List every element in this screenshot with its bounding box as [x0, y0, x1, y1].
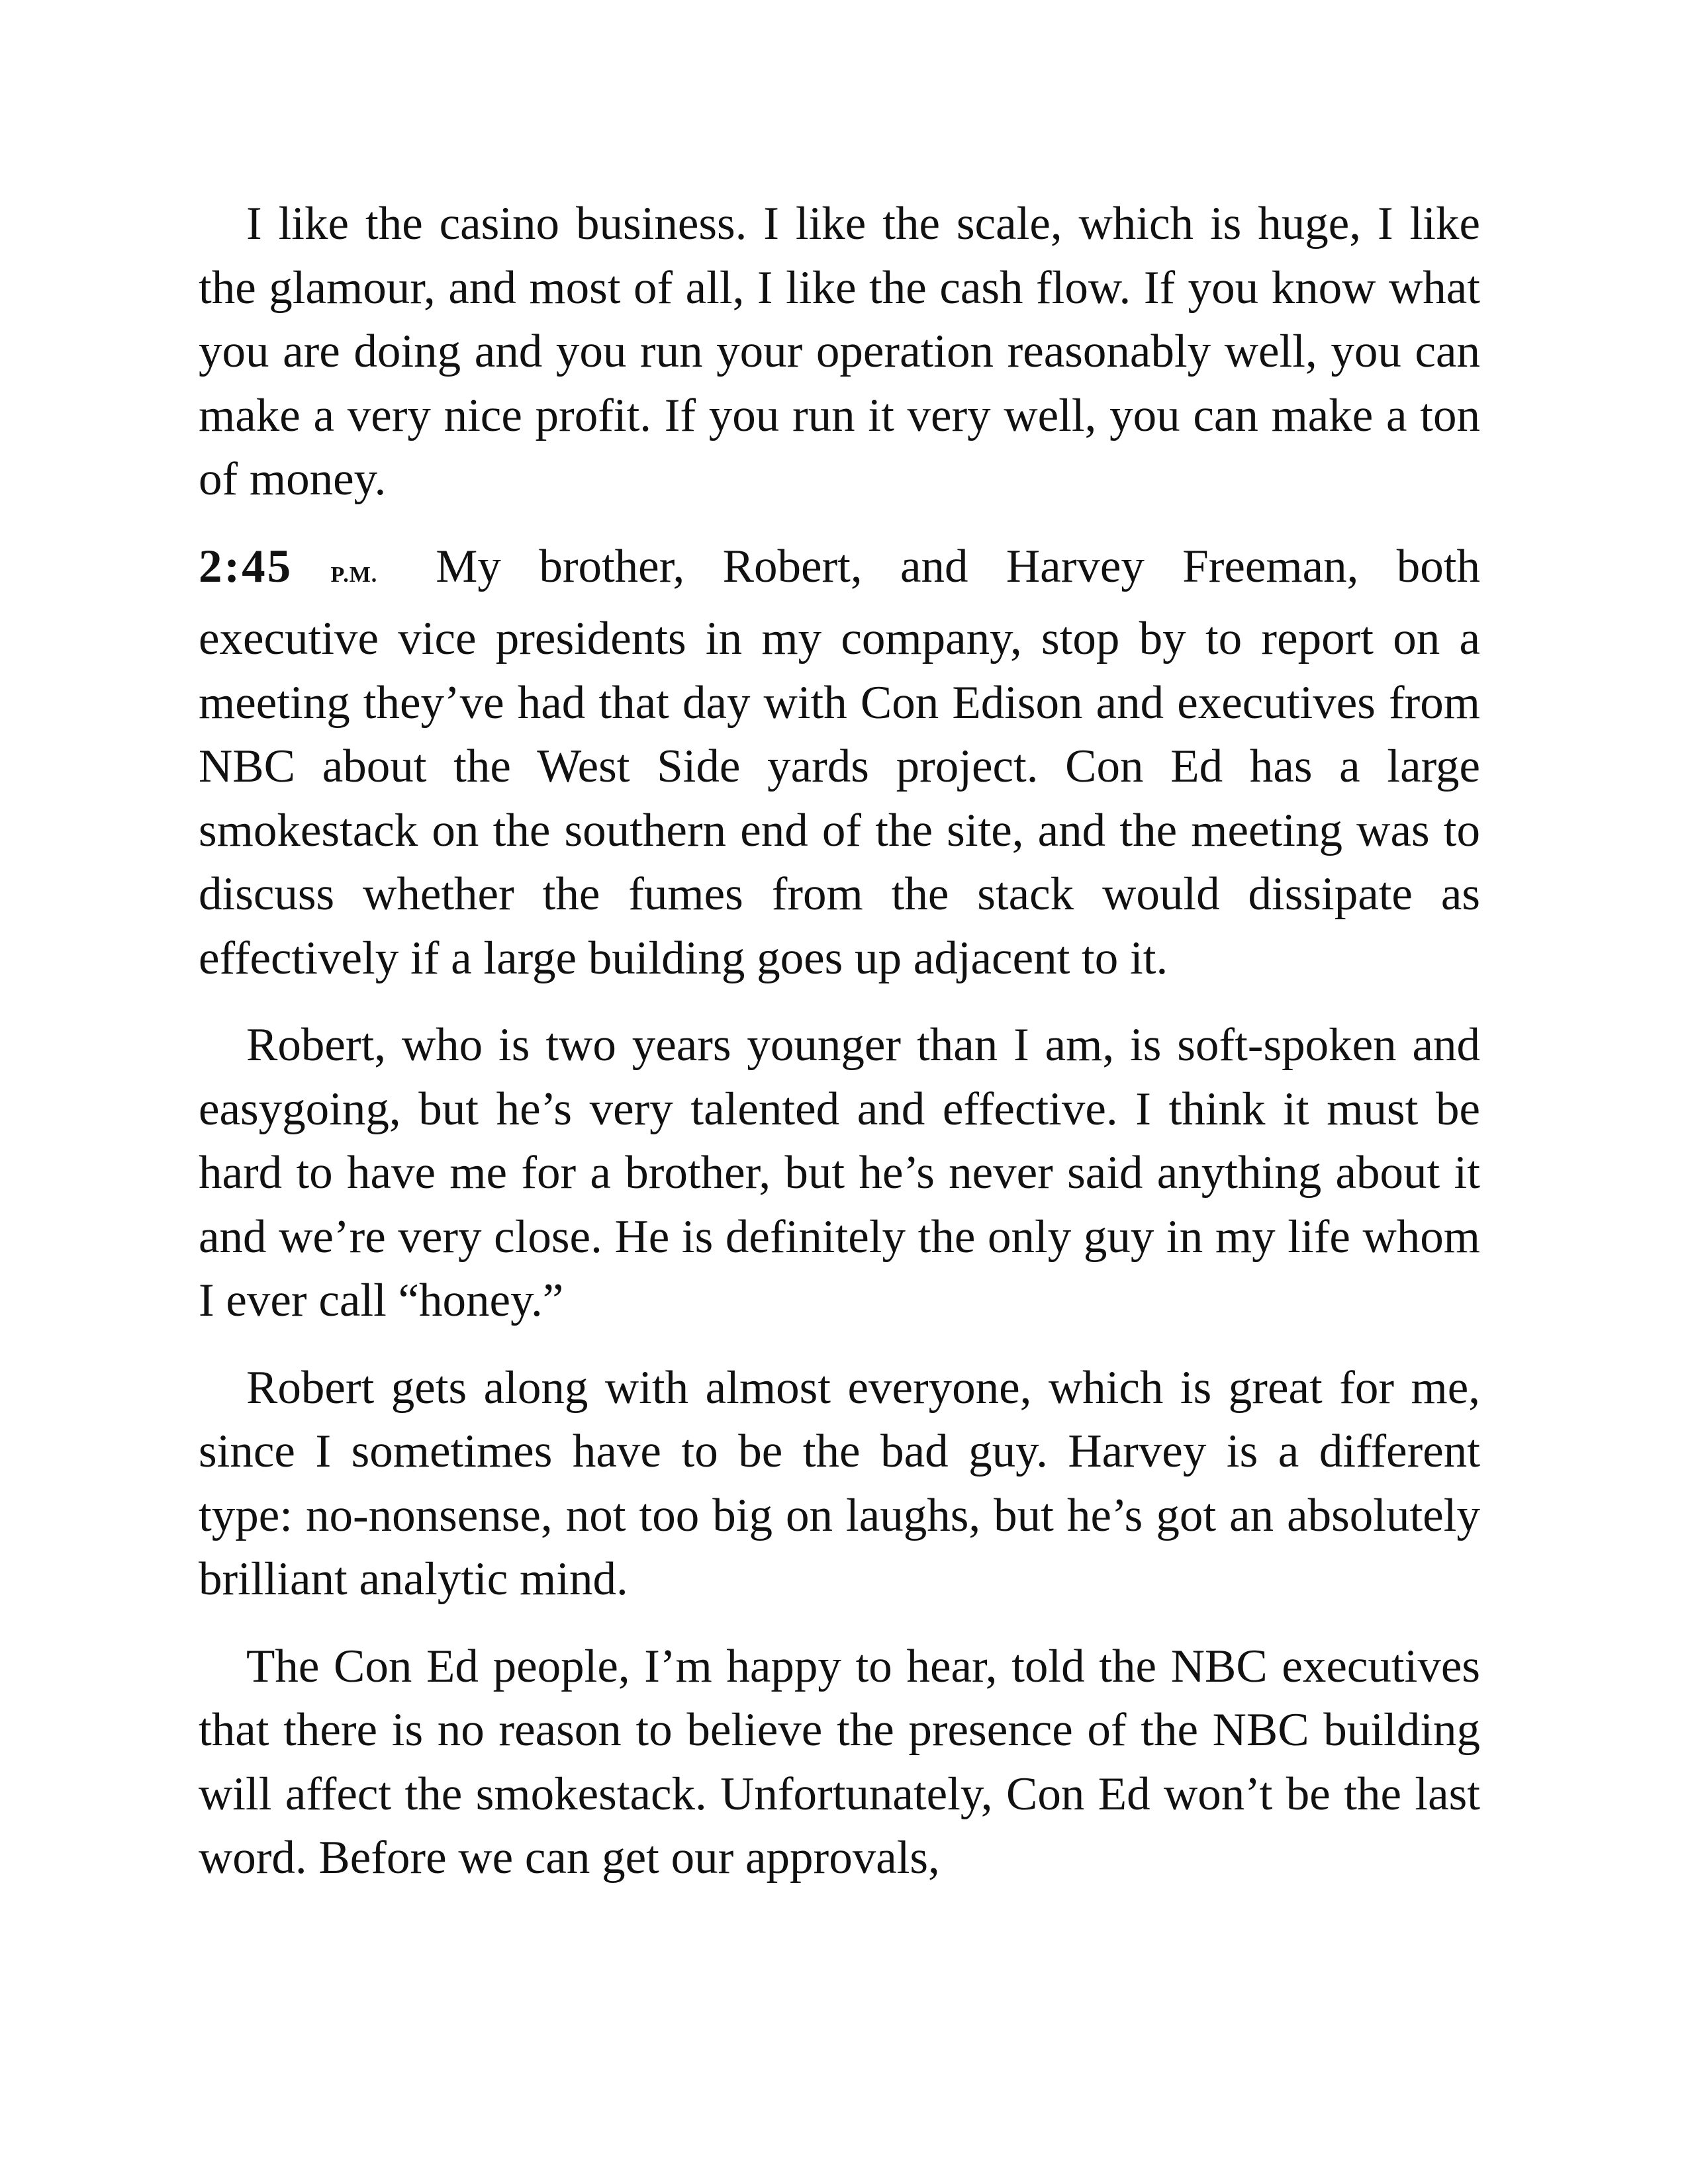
- paragraph-text: Robert gets along with almost everyone, which is great for me, since I sometimes have to be the bad guy. Harvey is a different type: no-nonsense, not too big on laughs, but he’s got an absolutely brilliant analytic mind.: [199, 1361, 1480, 1605]
- document-page: [199, 192, 1480, 1913]
- paragraph-text: My brother, Robert, and Harvey Freeman, both executive vice presidents in my company, stop by to report on a meeting they’ve had that day with Con Edison and executives from NBC about the West Side yards project. Con Ed has a large smokestack on the southern end of the site, and the meeting was to discuss whether the fumes from the stack would dissipate as effectively if a large building goes up adjacent to it.: [199, 540, 1480, 984]
- paragraph-harvey: [199, 1356, 1480, 1612]
- time-stamp: 2:45: [199, 540, 293, 592]
- paragraph-text: The Con Ed people, I’m happy to hear, told the NBC executives that there is no reason to believe the presence of the NBC building will affect the smokestack. Unfortunately, Con Ed won’t be the last word. Before we can get our approvals,: [199, 1640, 1480, 1884]
- paragraph-con-ed: [199, 1635, 1480, 1890]
- time-period: P.M.: [330, 562, 378, 587]
- paragraph-robert: [199, 1013, 1480, 1333]
- paragraph-text: I like the casino business. I like the scale, which is huge, I like the glamour, and most of all, I like the cash flow. If you know what you are doing and you run your operation reasonably well, you can make a very nice profit. If you run it very well, you can make a ton of money.: [199, 198, 1480, 505]
- paragraph-casino-business: [199, 192, 1480, 512]
- paragraph-time-entry: [199, 535, 1480, 991]
- paragraph-text: Robert, who is two years younger than I am, is soft-spoken and easygoing, but he’s very talented and effective. I think it must be hard to have me for a brother, but he’s never said anything about it and we’re very close. He is definitely the only guy in my life whom I ever call “honey.”: [199, 1019, 1480, 1326]
